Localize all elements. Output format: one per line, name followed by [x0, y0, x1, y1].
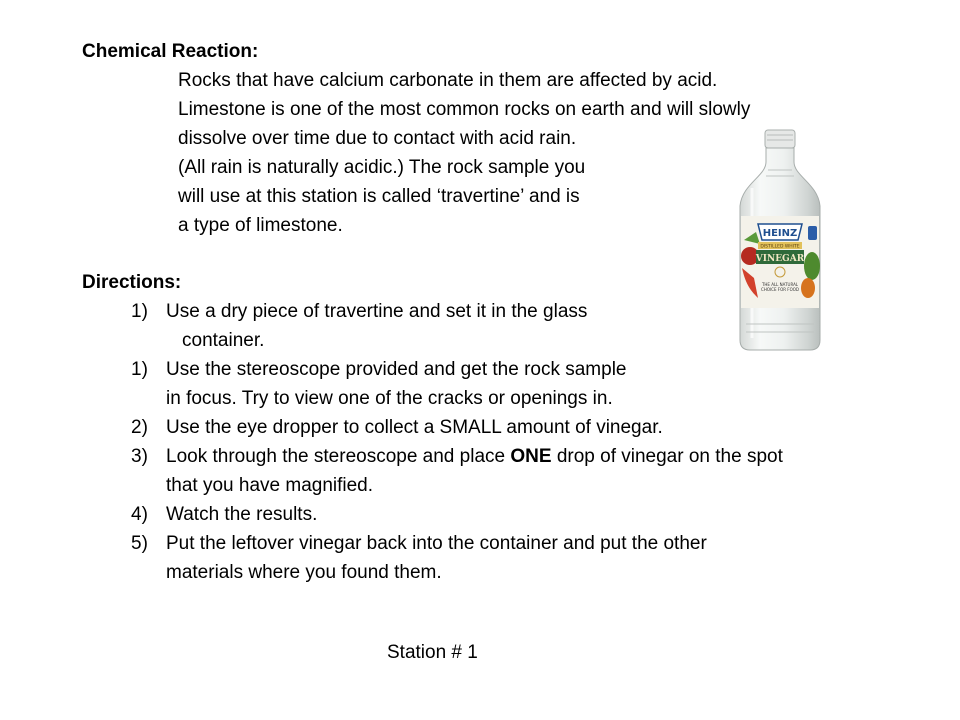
step-text: Use the eye dropper to collect a SMALL amount of vinegar. — [166, 417, 663, 438]
emphasis-one: ONE — [510, 446, 552, 467]
step-number: 3) — [131, 446, 148, 467]
paragraph-line: (All rain is naturally acidic.) The rock sample you — [178, 157, 586, 178]
step-text-part: Look through the stereoscope and place — [166, 446, 511, 467]
step-text: Put the leftover vinegar back into the container and put the other — [166, 533, 707, 554]
step-text: Use a dry piece of travertine and set it in the glass — [166, 301, 588, 322]
step-text-continued: container. — [182, 330, 265, 351]
step-number: 2) — [131, 417, 148, 438]
step-number: 4) — [131, 504, 148, 525]
paragraph-line: Rocks that have calcium carbonate in them are affected by acid. — [178, 70, 718, 91]
bottle-subtitle: DISTILLED WHITE — [760, 244, 800, 250]
bottle-tagline: THE ALL NATURAL — [761, 282, 799, 287]
bottle-product: VINEGAR — [755, 254, 805, 264]
bottle-tagline: CHOICE FOR FOOD — [761, 287, 799, 292]
vinegar-bottle-image — [732, 128, 828, 352]
paragraph-line: Limestone is one of the most common rocks on earth and will slowly — [178, 99, 751, 120]
step-text-part: drop of vinegar on the spot — [551, 446, 783, 467]
directions-heading: Directions: — [82, 272, 182, 293]
step-text: Watch the results. — [166, 504, 318, 525]
step-number: 1) — [131, 359, 148, 380]
step-text-continued: in focus. Try to view one of the cracks or openings in. — [166, 388, 613, 409]
paragraph-line: dissolve over time due to contact with acid rain. — [178, 128, 577, 149]
paragraph-line: a type of limestone. — [178, 215, 343, 236]
paragraph-line: will use at this station is called ‘travertine’ and is — [178, 186, 580, 207]
step-number: 5) — [131, 533, 148, 554]
step-text: Use the stereoscope provided and get the rock sample — [166, 359, 627, 380]
step-text-continued: that you have magnified. — [166, 475, 374, 496]
station-label: Station # 1 — [387, 642, 478, 663]
bottle-brand: HEINZ — [762, 228, 798, 239]
step-text-continued: materials where you found them. — [166, 562, 442, 583]
step-number: 1) — [131, 301, 148, 322]
chemical-reaction-heading: Chemical Reaction: — [82, 41, 259, 62]
step-text — [166, 442, 783, 471]
